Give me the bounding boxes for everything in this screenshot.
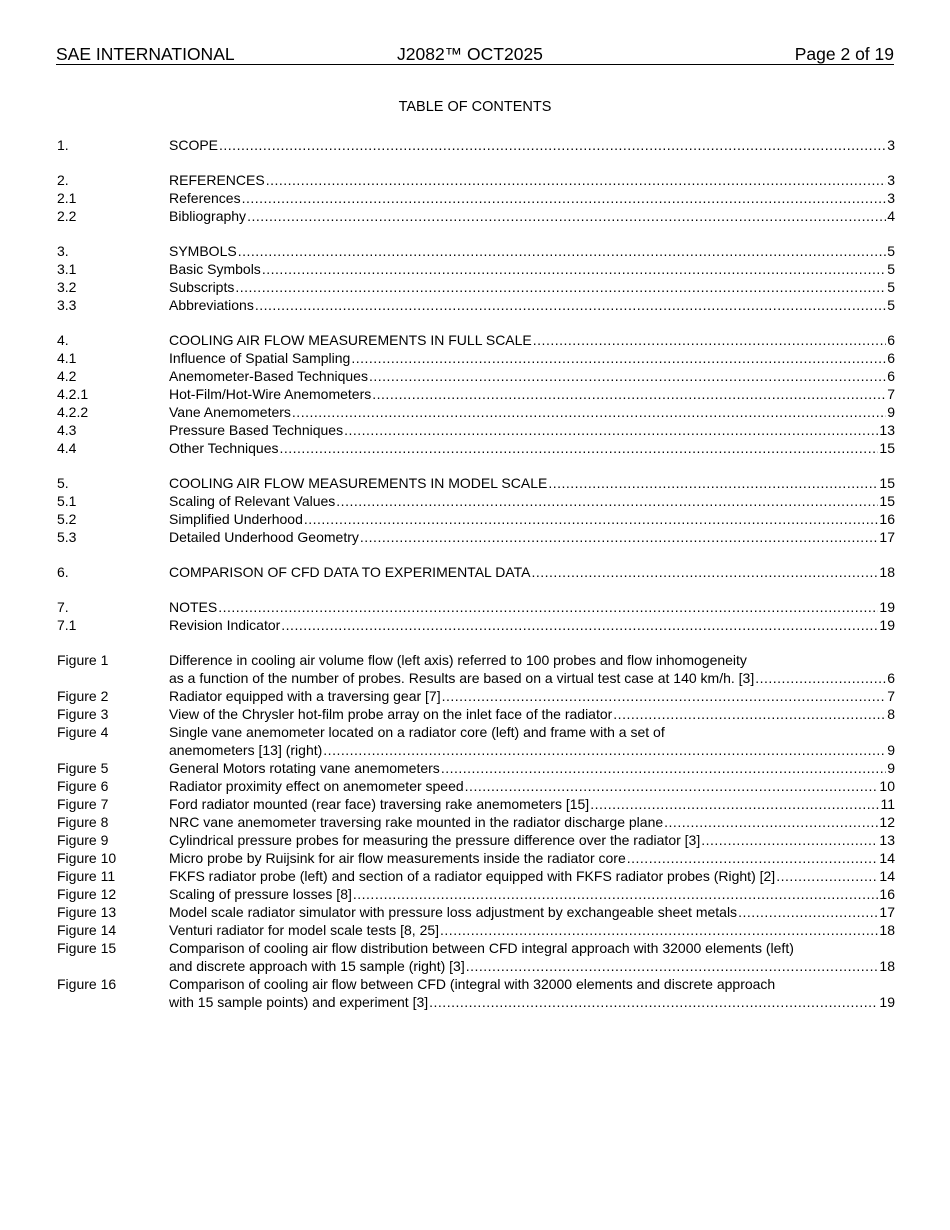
toc-figure-row[interactable] — [57, 885, 895, 903]
dot-leader — [440, 921, 878, 939]
toc-entry — [169, 921, 895, 939]
toc-section-row[interactable] — [57, 242, 895, 260]
toc-entry-title: COOLING AIR FLOW MEASUREMENTS IN FULL SCALE — [169, 332, 532, 348]
toc-entry-number: 5. — [57, 475, 69, 491]
toc-entry-title: Simplified Underhood — [169, 511, 303, 527]
toc-entry-title-line1: Comparison of cooling air flow distribution between CFD integral approach with 32000 elements (left) — [169, 940, 794, 956]
dot-leader — [548, 474, 878, 492]
toc-entry — [169, 849, 895, 867]
toc-entry — [169, 367, 895, 385]
dot-leader — [531, 563, 878, 581]
dot-leader — [344, 421, 878, 439]
dot-leader — [281, 616, 878, 634]
toc-figure-row-line1[interactable] — [57, 939, 895, 957]
toc-entry-title: Cylindrical pressure probes for measuring the pressure difference over the radiator [3] — [169, 832, 701, 848]
dot-leader — [755, 669, 886, 687]
toc-entry-number: Figure 9 — [57, 832, 109, 848]
dot-leader — [336, 492, 878, 510]
toc-section-row[interactable] — [57, 403, 895, 421]
toc-entry-number: Figure 5 — [57, 760, 109, 776]
toc-entry-number: Figure 16 — [57, 976, 117, 992]
toc-entry-number: Figure 10 — [57, 850, 117, 866]
header-document-id: J2082™ OCT2025 — [397, 44, 543, 64]
toc-entry-page: 12 — [879, 814, 895, 830]
toc-entry — [169, 777, 895, 795]
toc-entry — [169, 741, 895, 759]
toc-entry-page: 5 — [887, 243, 895, 259]
toc-entry-number: Figure 2 — [57, 688, 109, 704]
dot-leader — [627, 849, 879, 867]
dot-leader — [664, 813, 878, 831]
toc-entry-number: 5.3 — [57, 529, 77, 545]
dot-leader — [369, 367, 886, 385]
dot-leader — [441, 759, 886, 777]
toc-entry-number: 3.3 — [57, 297, 77, 313]
toc-entry-page: 13 — [879, 422, 895, 438]
toc-entry — [169, 492, 895, 510]
toc-entry-page: 8 — [887, 706, 895, 722]
toc-section-row[interactable] — [57, 598, 895, 616]
dot-leader — [266, 171, 887, 189]
dot-leader — [353, 885, 879, 903]
toc-entry — [169, 795, 895, 813]
toc-entry — [169, 528, 895, 546]
toc-entry-page: 19 — [879, 617, 895, 633]
toc-section-row[interactable] — [57, 474, 895, 492]
toc-entry-page: 9 — [887, 742, 895, 758]
toc-section-row[interactable] — [57, 136, 895, 154]
dot-leader — [279, 439, 878, 457]
dot-leader — [218, 598, 878, 616]
dot-leader — [613, 705, 886, 723]
toc-entry-title: Hot-Film/Hot-Wire Anemometers — [169, 386, 372, 402]
toc-section-row[interactable] — [57, 349, 895, 367]
dot-leader — [235, 278, 886, 296]
toc-entry — [169, 687, 895, 705]
toc-entry-title: Radiator equipped with a traversing gear [7] — [169, 688, 441, 704]
toc-entry-number: Figure 14 — [57, 922, 117, 938]
toc-entry-number: Figure 4 — [57, 724, 109, 740]
toc-entry-page: 15 — [879, 493, 895, 509]
toc-entry-title: anemometers [13] (right) — [169, 742, 323, 758]
toc-entry-title: General Motors rotating vane anemometers — [169, 760, 440, 776]
toc-entry-page: 5 — [887, 261, 895, 277]
section-gap — [57, 154, 895, 171]
toc-entry — [169, 349, 895, 367]
toc-figure-row-line1[interactable] — [57, 723, 895, 741]
toc-entry-title: COMPARISON OF CFD DATA TO EXPERIMENTAL DATA — [169, 564, 531, 580]
toc-entry-number: Figure 6 — [57, 778, 109, 794]
dot-leader — [351, 349, 886, 367]
toc-figure-row[interactable] — [57, 759, 895, 777]
toc-entry-number: 2. — [57, 172, 69, 188]
toc-entry-title: NRC vane anemometer traversing rake mounted in the radiator discharge plane — [169, 814, 664, 830]
dot-leader — [776, 867, 878, 885]
toc-entry-title: Venturi radiator for model scale tests [8, 25] — [169, 922, 440, 938]
toc-section-row[interactable] — [57, 563, 895, 581]
toc-figure-row[interactable] — [57, 831, 895, 849]
toc-entry-page: 4 — [887, 208, 895, 224]
toc-entry-number: 4.2 — [57, 368, 77, 384]
toc-entry-number: 7. — [57, 599, 69, 615]
toc-entry — [169, 421, 895, 439]
toc-entry-title: Pressure Based Techniques — [169, 422, 344, 438]
toc-entry-title: Scaling of Relevant Values — [169, 493, 336, 509]
toc-entry — [169, 510, 895, 528]
toc-entry-title: SCOPE — [169, 137, 219, 153]
toc-entry — [169, 903, 895, 921]
toc-entry-title: Vane Anemometers — [169, 404, 291, 420]
toc-section-row[interactable] — [57, 331, 895, 349]
toc-section-row[interactable] — [57, 421, 895, 439]
toc-entry — [169, 759, 895, 777]
toc-entry — [169, 171, 895, 189]
toc-entry — [169, 385, 895, 403]
toc-entry-number: Figure 11 — [57, 868, 116, 884]
toc-entry — [169, 957, 895, 975]
toc-figure-row[interactable] — [57, 903, 895, 921]
toc-entry-number: Figure 12 — [57, 886, 117, 902]
toc-figure-row[interactable] — [57, 741, 895, 759]
toc-entry-page: 15 — [879, 475, 895, 491]
dot-leader — [533, 331, 886, 349]
toc-entry — [169, 242, 895, 260]
toc-entry — [169, 331, 895, 349]
toc-figure-row[interactable] — [57, 993, 895, 1011]
toc-entry-number: 2.2 — [57, 208, 77, 224]
toc-entry-page: 17 — [879, 904, 895, 920]
toc-entry-title: with 15 sample points) and experiment [3] — [169, 994, 429, 1010]
toc-entry-number: 3.1 — [57, 261, 77, 277]
toc-entry-number: 6. — [57, 564, 69, 580]
toc-entry-number: 5.1 — [57, 493, 77, 509]
toc-entry-number: 3. — [57, 243, 69, 259]
dot-leader — [255, 296, 886, 314]
toc-entry — [169, 439, 895, 457]
toc-section-row[interactable] — [57, 528, 895, 546]
toc-entry-number: Figure 8 — [57, 814, 109, 830]
dot-leader — [466, 957, 879, 975]
toc-entry-title: Abbreviations — [169, 297, 254, 313]
toc-entry-number: 4.3 — [57, 422, 77, 438]
toc-entry-title: as a function of the number of probes. Results are based on a virtual test case at 140 km/h. [3] — [169, 670, 755, 686]
toc-section-row[interactable] — [57, 510, 895, 528]
dot-leader — [323, 741, 886, 759]
toc-entry — [169, 813, 895, 831]
dot-leader — [219, 136, 886, 154]
toc-entry — [169, 598, 895, 616]
toc-entry-page: 11 — [880, 796, 895, 812]
toc-entry-page: 6 — [887, 670, 895, 686]
toc-figure-row[interactable] — [57, 957, 895, 975]
table-of-contents — [57, 136, 895, 1011]
toc-entry-page: 6 — [887, 368, 895, 384]
toc-section-row[interactable] — [57, 367, 895, 385]
toc-section-row[interactable] — [57, 439, 895, 457]
toc-entry-title: NOTES — [169, 599, 218, 615]
toc-entry-title: Detailed Underhood Geometry — [169, 529, 359, 545]
dot-leader — [247, 207, 886, 225]
toc-entry-page: 15 — [879, 440, 895, 456]
toc-figure-row-line1[interactable] — [57, 975, 895, 993]
toc-entry-number: 7.1 — [57, 617, 77, 633]
toc-entry-number: 4.2.1 — [57, 386, 89, 402]
toc-entry-number: 4.1 — [57, 350, 77, 366]
toc-entry-page: 6 — [887, 350, 895, 366]
dot-leader — [442, 687, 887, 705]
toc-entry-page: 18 — [879, 922, 895, 938]
toc-entry-title: Influence of Spatial Sampling — [169, 350, 351, 366]
toc-figure-row[interactable] — [57, 777, 895, 795]
header-page-label: Page 2 of 19 — [794, 44, 894, 64]
toc-entry-page: 19 — [879, 599, 895, 615]
toc-section-row[interactable] — [57, 492, 895, 510]
toc-entry — [169, 136, 895, 154]
dot-leader — [262, 260, 886, 278]
toc-entry-title: Subscripts — [169, 279, 235, 295]
toc-entry — [169, 563, 895, 581]
toc-figure-row[interactable] — [57, 921, 895, 939]
dot-leader — [292, 403, 886, 421]
toc-entry-title: Model scale radiator simulator with pressure loss adjustment by exchangeable sheet metals — [169, 904, 738, 920]
toc-entry-title: Revision Indicator — [169, 617, 281, 633]
toc-entry-title: SYMBOLS — [169, 243, 237, 259]
section-gap — [57, 225, 895, 242]
toc-entry-page: 9 — [887, 404, 895, 420]
toc-title: TABLE OF CONTENTS — [398, 99, 552, 115]
toc-entry-number: Figure 15 — [57, 940, 117, 956]
toc-entry-number: Figure 1 — [57, 652, 109, 668]
toc-entry-title: Micro probe by Ruijsink for air flow measurements inside the radiator core — [169, 850, 626, 866]
toc-section-row[interactable] — [57, 189, 895, 207]
toc-section-row[interactable] — [57, 171, 895, 189]
toc-entry-page: 14 — [879, 850, 895, 866]
toc-entry — [169, 296, 895, 314]
toc-entry-title-line1: Difference in cooling air volume flow (left axis) referred to 100 probes and flow inhomogeneity — [169, 652, 747, 668]
toc-entry-page: 3 — [887, 190, 895, 206]
toc-entry — [169, 885, 895, 903]
section-gap — [57, 581, 895, 598]
toc-entry — [169, 669, 895, 687]
toc-figure-row-line1[interactable] — [57, 651, 895, 669]
toc-entry-title: COOLING AIR FLOW MEASUREMENTS IN MODEL SCALE — [169, 475, 548, 491]
toc-entry — [169, 867, 895, 885]
toc-entry — [169, 705, 895, 723]
toc-section-row[interactable] — [57, 207, 895, 225]
toc-entry-page: 3 — [887, 172, 895, 188]
toc-section-row[interactable] — [57, 385, 895, 403]
toc-section-row[interactable] — [57, 278, 895, 296]
section-gap — [57, 314, 895, 331]
toc-entry-title: References — [169, 190, 241, 206]
toc-figure-row[interactable] — [57, 669, 895, 687]
toc-section-row[interactable] — [57, 616, 895, 634]
toc-entry-page: 16 — [879, 511, 895, 527]
toc-entry — [169, 616, 895, 634]
toc-entry — [169, 278, 895, 296]
toc-entry-title-line1: Comparison of cooling air flow between CFD (integral with 32000 elements and discrete approach — [169, 976, 776, 992]
dot-leader — [360, 528, 879, 546]
toc-entry-title: Anemometer-Based Techniques — [169, 368, 368, 384]
section-gap — [57, 457, 895, 474]
dot-leader — [372, 385, 886, 403]
dot-leader — [701, 831, 878, 849]
toc-entry-title: and discrete approach with 15 sample (right) [3] — [169, 958, 465, 974]
toc-entry-number: 1. — [57, 137, 69, 153]
toc-entry — [169, 831, 895, 849]
dot-leader — [465, 777, 879, 795]
page-header — [56, 44, 894, 65]
toc-entry-title: View of the Chrysler hot-film probe array on the inlet face of the radiator — [169, 706, 613, 722]
toc-figure-row[interactable] — [57, 705, 895, 723]
toc-entry-number: 3.2 — [57, 279, 77, 295]
toc-entry-title: Basic Symbols — [169, 261, 261, 277]
dot-leader — [242, 189, 887, 207]
toc-entry-page: 3 — [887, 137, 895, 153]
toc-entry-number: 4. — [57, 332, 69, 348]
dot-leader — [429, 993, 878, 1011]
toc-figure-row[interactable] — [57, 813, 895, 831]
toc-entry-number: 4.4 — [57, 440, 77, 456]
toc-entry — [169, 474, 895, 492]
dot-leader — [238, 242, 887, 260]
toc-entry-title: Ford radiator mounted (rear face) traversing rake anemometers [15] — [169, 796, 590, 812]
toc-entry-page: 16 — [879, 886, 895, 902]
toc-entry-number: 4.2.2 — [57, 404, 89, 420]
toc-entry-page: 19 — [879, 994, 895, 1010]
dot-leader — [738, 903, 878, 921]
toc-figure-row[interactable] — [57, 795, 895, 813]
toc-entry-page: 6 — [887, 332, 895, 348]
toc-entry-page: 14 — [879, 868, 895, 884]
toc-entry-title: Bibliography — [169, 208, 247, 224]
toc-entry-number: 2.1 — [57, 190, 77, 206]
toc-figure-row[interactable] — [57, 867, 895, 885]
toc-entry-title: Other Techniques — [169, 440, 279, 456]
dot-leader — [590, 795, 879, 813]
toc-entry-page: 13 — [879, 832, 895, 848]
toc-figure-row[interactable] — [57, 849, 895, 867]
header-organization: SAE INTERNATIONAL — [56, 44, 235, 64]
toc-entry-page: 17 — [879, 529, 895, 545]
toc-entry-title: Scaling of pressure losses [8] — [169, 886, 352, 902]
toc-figure-row[interactable] — [57, 687, 895, 705]
toc-section-row[interactable] — [57, 296, 895, 314]
toc-entry-page: 5 — [887, 279, 895, 295]
toc-entry — [169, 207, 895, 225]
toc-entry-title: FKFS radiator probe (left) and section of a radiator equipped with FKFS radiator probes (Right) [2] — [169, 868, 776, 884]
toc-entry-page: 7 — [887, 688, 895, 704]
toc-entry-page: 18 — [879, 564, 895, 580]
toc-entry-page: 9 — [887, 760, 895, 776]
dot-leader — [304, 510, 879, 528]
toc-entry-number: Figure 3 — [57, 706, 109, 722]
toc-entry-title: Radiator proximity effect on anemometer speed — [169, 778, 464, 794]
toc-entry — [169, 993, 895, 1011]
toc-entry-page: 10 — [879, 778, 895, 794]
toc-entry-title-line1: Single vane anemometer located on a radiator core (left) and frame with a set of — [169, 724, 665, 740]
toc-entry — [169, 260, 895, 278]
section-gap — [57, 546, 895, 563]
toc-entry — [169, 403, 895, 421]
toc-entry-number: Figure 7 — [57, 796, 109, 812]
toc-entry-page: 18 — [879, 958, 895, 974]
toc-section-row[interactable] — [57, 260, 895, 278]
toc-entry-title: REFERENCES — [169, 172, 265, 188]
toc-entry-number: 5.2 — [57, 511, 77, 527]
toc-entry-page: 7 — [887, 386, 895, 402]
toc-entry-number: Figure 13 — [57, 904, 117, 920]
toc-entry — [169, 189, 895, 207]
toc-entry-page: 5 — [887, 297, 895, 313]
section-gap — [57, 634, 895, 651]
